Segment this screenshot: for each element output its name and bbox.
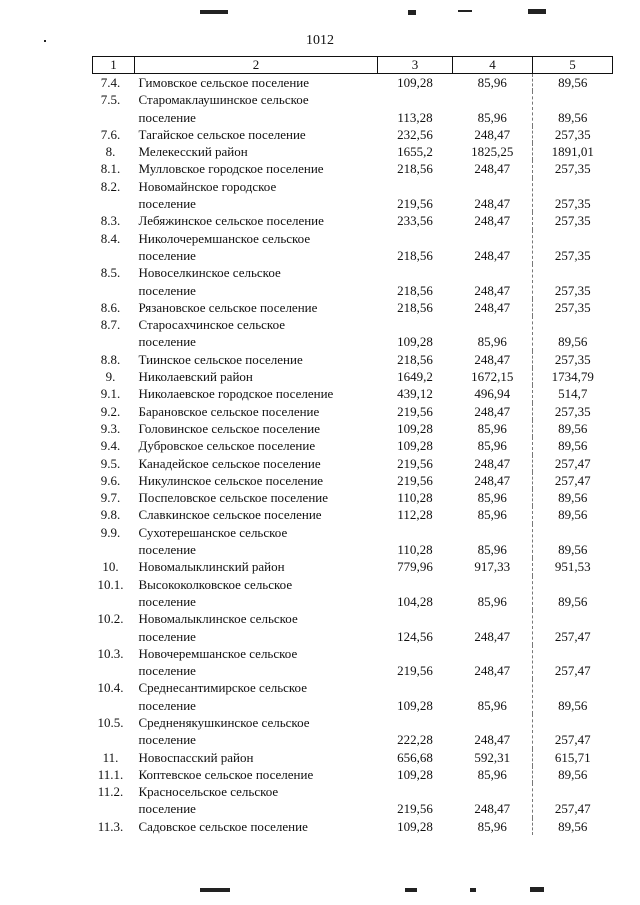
value-v5: 951,53 [533, 558, 613, 575]
settlement-name [135, 472, 378, 489]
row-number: 8.3. [100, 213, 121, 229]
scan-artifact-top-3 [458, 10, 472, 12]
table-row [93, 489, 613, 506]
value-v5: 257,35 [533, 403, 613, 420]
settlement-name-line: поселение [138, 628, 196, 644]
value-v4: 85,96 [477, 420, 507, 436]
value-v4: 1672,15 [471, 369, 514, 385]
table-row [93, 212, 613, 229]
settlement-name [135, 524, 378, 559]
settlement-name-line: Рязановское сельское поселение [138, 299, 318, 315]
value-v4: 248,47 [474, 732, 511, 748]
settlement-name-line: Сухотерешанское сельское [138, 524, 288, 540]
value-v3: 439,12 [397, 386, 433, 402]
value-v5: 257,47 [533, 645, 613, 680]
settlement-name-line: Новоспасский район [138, 749, 254, 765]
value-v5: 89,56 [533, 818, 613, 835]
value-v3: 219,56 [397, 663, 433, 679]
table-header [93, 57, 613, 74]
scan-artifact-top-4 [528, 9, 546, 14]
settlement-name-line: поселение [138, 334, 196, 350]
settlement-name [135, 264, 378, 299]
row-number: 7.6. [100, 126, 121, 142]
value-v4: 496,94 [474, 386, 511, 402]
column-header: 4 [453, 57, 533, 74]
table-body [93, 74, 613, 836]
value-v4: 248,47 [474, 196, 511, 212]
table-row [93, 385, 613, 402]
row-number: 10.5. [97, 714, 124, 730]
settlement-name [135, 316, 378, 351]
scan-artifact-bottom-4 [530, 887, 544, 892]
row-number: 9.1. [100, 386, 121, 402]
value-v3: 109,28 [397, 818, 433, 834]
row-number: 8.4. [100, 230, 121, 246]
table-row [93, 714, 613, 749]
value-v4: 248,47 [474, 663, 511, 679]
value-v3: 109,28 [397, 438, 433, 454]
settlement-name-line: Славкинское сельское поселение [138, 507, 322, 523]
column-header: 3 [378, 57, 453, 74]
settlement-name-line: Среднесантимирское сельское [138, 680, 307, 696]
settlement-name [135, 91, 378, 126]
table-row [93, 403, 613, 420]
value-v3: 218,56 [397, 247, 433, 263]
table-row [93, 645, 613, 680]
settlement-name-line: поселение [138, 542, 196, 558]
row-number: 10.3. [97, 645, 124, 661]
value-v3: 109,28 [397, 697, 433, 713]
value-v5: 257,35 [533, 126, 613, 143]
settlement-name-line: Николаевское городское поселение [138, 386, 334, 402]
column-header: 5 [533, 57, 613, 74]
value-v4: 85,96 [477, 75, 507, 90]
scan-artifact-top-2 [408, 10, 416, 15]
scan-artifact-bottom-3 [470, 888, 476, 892]
value-v3: 656,68 [397, 749, 433, 765]
settlement-name-line: Новоселкинское сельское [138, 265, 281, 281]
row-number: 10.2. [97, 611, 124, 627]
table-row [93, 558, 613, 575]
settlement-name [135, 783, 378, 818]
table-row [93, 316, 613, 351]
value-v4: 85,96 [477, 109, 507, 125]
settlement-name-line: поселение [138, 801, 196, 817]
row-number: 10. [102, 559, 119, 575]
settlement-name [135, 576, 378, 611]
value-v3: 109,28 [397, 334, 433, 350]
value-v5: 89,56 [533, 316, 613, 351]
row-number: 9.4. [100, 438, 121, 454]
row-number: 7.4. [100, 75, 121, 90]
settlement-name [135, 351, 378, 368]
value-v4: 85,96 [477, 334, 507, 350]
value-v3: 219,56 [397, 801, 433, 817]
value-v5: 257,35 [533, 212, 613, 229]
settlement-name-line: поселение [138, 732, 196, 748]
value-v4: 248,47 [474, 299, 511, 315]
settlement-name-line: Канадейское сельское поселение [138, 455, 321, 471]
row-number: 11.3. [97, 818, 124, 834]
value-v5: 257,35 [533, 299, 613, 316]
settlement-name-line: Новомалыклинское сельское [138, 611, 298, 627]
value-v4: 248,47 [474, 161, 511, 177]
row-number: 8.2. [100, 178, 121, 194]
table-row [93, 351, 613, 368]
table-row [93, 143, 613, 160]
value-v3: 219,56 [397, 472, 433, 488]
value-v3: 124,56 [397, 628, 433, 644]
value-v4: 917,33 [474, 559, 511, 575]
settlement-name [135, 299, 378, 316]
settlement-name-line: Николочеремшанское сельское [138, 230, 311, 246]
settlement-name-line: поселение [138, 663, 196, 679]
value-v5: 89,56 [533, 766, 613, 783]
row-number: 11.1. [97, 766, 124, 782]
row-number: 11. [102, 749, 119, 765]
row-number: 8.1. [100, 161, 121, 177]
settlement-name [135, 178, 378, 213]
value-v4: 248,47 [474, 403, 511, 419]
settlement-name [135, 368, 378, 385]
value-v4: 1825,25 [471, 144, 514, 160]
scan-artifact-top-1 [200, 10, 228, 14]
value-v3: 222,28 [397, 732, 433, 748]
value-v5: 514,7 [533, 385, 613, 402]
settlement-name [135, 766, 378, 783]
row-number: 8.6. [100, 299, 121, 315]
value-v5: 89,56 [533, 74, 613, 92]
table-row [93, 524, 613, 559]
value-v4: 85,96 [477, 438, 507, 454]
row-number: 10.4. [97, 680, 124, 696]
table-row [93, 160, 613, 177]
value-v5: 89,56 [533, 91, 613, 126]
row-number: 8.5. [100, 265, 121, 281]
value-v4: 248,47 [474, 213, 511, 229]
settlement-name [135, 489, 378, 506]
value-v4: 248,47 [474, 282, 511, 298]
settlement-name-line: Коптевское сельское поселение [138, 766, 314, 782]
settlement-name-line: поселение [138, 593, 196, 609]
value-v3: 233,56 [397, 213, 433, 229]
table-row [93, 506, 613, 523]
settlement-name-line: Мулловское городское поселение [138, 161, 324, 177]
settlement-name-line: Никулинское сельское поселение [138, 472, 324, 488]
table-row [93, 437, 613, 454]
value-v4: 248,47 [474, 472, 511, 488]
row-number: 9.2. [100, 403, 121, 419]
value-v5: 89,56 [533, 489, 613, 506]
settlement-name [135, 558, 378, 575]
value-v3: 109,28 [397, 75, 433, 90]
settlement-name-line: Гимовское сельское поселение [138, 75, 310, 90]
value-v5: 89,56 [533, 506, 613, 523]
settlement-name-line: Тиинское сельское поселение [138, 351, 303, 367]
value-v3: 232,56 [397, 126, 433, 142]
value-v3: 219,56 [397, 196, 433, 212]
table-row [93, 126, 613, 143]
value-v3: 779,96 [397, 559, 433, 575]
value-v5: 257,35 [533, 160, 613, 177]
settlement-name [135, 818, 378, 835]
table-row [93, 783, 613, 818]
value-v4: 248,47 [474, 628, 511, 644]
table-row [93, 749, 613, 766]
settlement-name [135, 679, 378, 714]
table-row [93, 74, 613, 92]
settlement-name [135, 143, 378, 160]
row-number: 11.2. [97, 784, 124, 800]
value-v4: 85,96 [477, 593, 507, 609]
row-number: 9.9. [100, 524, 121, 540]
scan-artifact-bottom-2 [405, 888, 417, 892]
settlement-name-line: Поспеловское сельское поселение [138, 490, 329, 506]
settlement-name-line: Новочеремшанское сельское [138, 645, 298, 661]
value-v5: 615,71 [533, 749, 613, 766]
value-v4: 592,31 [474, 749, 511, 765]
value-v5: 89,56 [533, 437, 613, 454]
settlement-name [135, 610, 378, 645]
value-v5: 257,47 [533, 783, 613, 818]
settlement-name-line: Средненякушкинское сельское [138, 714, 310, 730]
settlement-name [135, 403, 378, 420]
settlement-name [135, 230, 378, 265]
column-header: 2 [135, 57, 378, 74]
table-row [93, 178, 613, 213]
settlement-name-line: Головинское сельское поселение [138, 420, 320, 436]
value-v4: 85,96 [477, 507, 507, 523]
value-v5: 257,35 [533, 264, 613, 299]
settlement-name-line: Высококолковское сельское [138, 576, 293, 592]
settlement-name [135, 714, 378, 749]
row-number: 8. [105, 144, 116, 160]
page-number: 1012 [306, 33, 334, 48]
table-row [93, 230, 613, 265]
value-v3: 219,56 [397, 455, 433, 471]
budget-table [92, 56, 612, 835]
table-row [93, 368, 613, 385]
settlement-name-line: Николаевский район [138, 369, 253, 385]
row-number: 9.7. [100, 490, 121, 506]
value-v5: 89,56 [533, 679, 613, 714]
settlement-name-line: поселение [138, 109, 196, 125]
table-row [93, 679, 613, 714]
value-v5: 257,35 [533, 178, 613, 213]
settlement-name-line: Старосахчинское сельское [138, 317, 286, 333]
settlement-name-line: поселение [138, 282, 196, 298]
value-v3: 218,56 [397, 351, 433, 367]
row-number: 9. [105, 369, 116, 385]
value-v3: 113,28 [397, 109, 433, 125]
settlement-name-line: поселение [138, 247, 196, 263]
table-row [93, 420, 613, 437]
settlement-name [135, 126, 378, 143]
table-row [93, 818, 613, 835]
settlement-name-line: Мелекесский район [138, 144, 248, 160]
value-v5: 257,47 [533, 455, 613, 472]
row-number: 8.7. [100, 317, 121, 333]
settlement-name-line: Дубровское сельское поселение [138, 438, 316, 454]
settlement-name-line: Лебяжинское сельское поселение [138, 213, 324, 229]
table-row [93, 766, 613, 783]
value-v5: 257,47 [533, 610, 613, 645]
value-v5: 89,56 [533, 524, 613, 559]
value-v3: 218,56 [397, 299, 433, 315]
settlement-name-line: Красносельское сельское [138, 784, 279, 800]
row-number: 9.3. [100, 420, 121, 436]
value-v4: 248,47 [474, 455, 511, 471]
table-row [93, 299, 613, 316]
value-v5: 89,56 [533, 420, 613, 437]
value-v4: 85,96 [477, 697, 507, 713]
table-row [93, 91, 613, 126]
value-v5: 1891,01 [533, 143, 613, 160]
settlement-name [135, 645, 378, 680]
settlement-name-line: Новомайнское городское [138, 178, 277, 194]
value-v3: 109,28 [397, 420, 433, 436]
value-v3: 112,28 [397, 507, 433, 523]
value-v4: 248,47 [474, 126, 511, 142]
value-v5: 89,56 [533, 576, 613, 611]
settlement-name [135, 455, 378, 472]
value-v5: 257,47 [533, 472, 613, 489]
settlement-name [135, 749, 378, 766]
value-v3: 1655,2 [397, 144, 433, 160]
settlement-name [135, 212, 378, 229]
settlement-name [135, 437, 378, 454]
value-v4: 85,96 [477, 490, 507, 506]
row-number: 8.8. [100, 351, 121, 367]
row-number: 9.8. [100, 507, 121, 523]
value-v3: 109,28 [397, 766, 433, 782]
value-v3: 110,28 [397, 490, 433, 506]
value-v3: 218,56 [397, 282, 433, 298]
settlement-name-line: поселение [138, 196, 196, 212]
table-row [93, 472, 613, 489]
value-v3: 1649,2 [397, 369, 433, 385]
settlement-name [135, 74, 378, 92]
column-header: 1 [93, 57, 135, 74]
settlement-name [135, 385, 378, 402]
value-v3: 218,56 [397, 161, 433, 177]
table-row [93, 576, 613, 611]
settlement-name-line: Тагайское сельское поселение [138, 126, 306, 142]
value-v4: 85,96 [477, 818, 507, 834]
settlement-name-line: Садовское сельское поселение [138, 818, 308, 834]
row-number: 10.1. [97, 576, 124, 592]
settlement-name [135, 420, 378, 437]
row-number: 9.6. [100, 472, 121, 488]
row-number: 7.5. [100, 92, 121, 108]
settlement-name-line: Новомалыклинский район [138, 559, 285, 575]
value-v4: 85,96 [477, 542, 507, 558]
value-v3: 219,56 [397, 403, 433, 419]
value-v5: 1734,79 [533, 368, 613, 385]
scan-artifact-bottom-1 [200, 888, 230, 892]
value-v4: 248,47 [474, 351, 511, 367]
value-v5: 257,47 [533, 714, 613, 749]
value-v4: 248,47 [474, 247, 511, 263]
table-row [93, 455, 613, 472]
table-row [93, 264, 613, 299]
value-v3: 110,28 [397, 542, 433, 558]
settlement-name-line: поселение [138, 697, 196, 713]
row-number: 9.5. [100, 455, 121, 471]
value-v4: 248,47 [474, 801, 511, 817]
value-v5: 257,35 [533, 351, 613, 368]
value-v4: 85,96 [477, 766, 507, 782]
settlement-name [135, 160, 378, 177]
value-v5: 257,35 [533, 230, 613, 265]
value-v3: 104,28 [397, 593, 433, 609]
settlement-name-line: Барановское сельское поселение [138, 403, 320, 419]
table-row [93, 610, 613, 645]
settlement-name-line: Старомаклаушинское сельское [138, 92, 309, 108]
settlement-name [135, 506, 378, 523]
